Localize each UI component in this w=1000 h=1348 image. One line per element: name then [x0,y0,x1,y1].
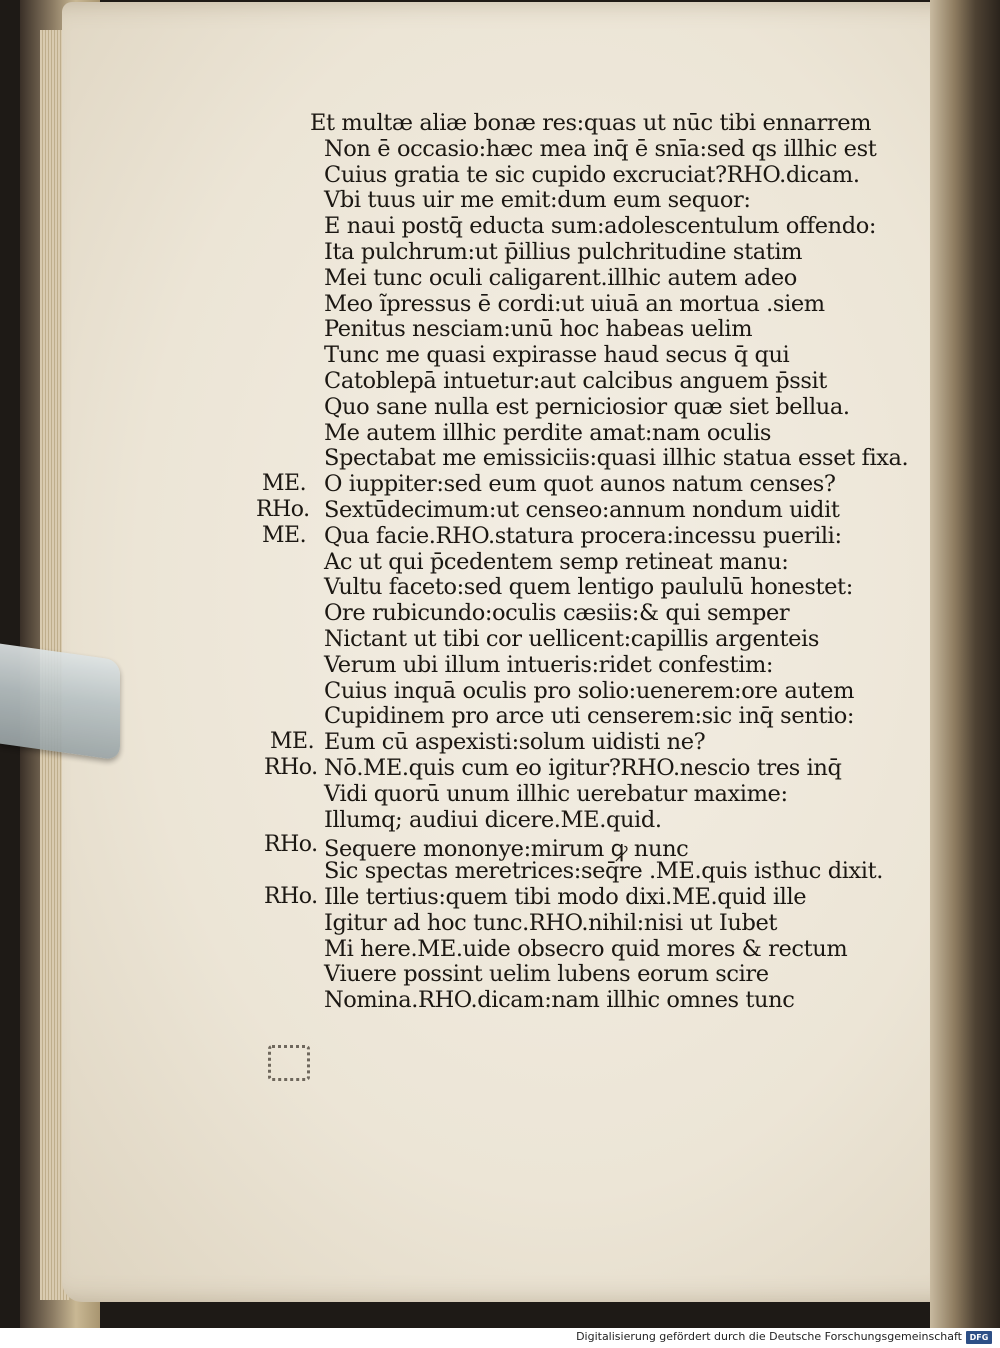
text-line: Verum ubi illum intueris:ridet confestim: [324,651,774,678]
text-line: Sequere mononye:mirum ꝙ nunc [324,836,689,863]
footer-credit: Digitalisierung gefördert durch die Deutsche Forschungsgemeinschaft [576,1330,962,1343]
text-line: Catoblepā intuetur:aut calcibus anguem p̄ssit [324,368,827,394]
text-line: Nomina.RHO.dicam:nam illhic omnes tunc [324,987,795,1014]
text-line: Ita pulchrum:ut p̄illius pulchritudine statim [324,239,803,265]
speaker-label: ME. [262,471,307,497]
text-line: Penitus nesciam:unū hoc habeas uelim [324,316,753,343]
text-line: Me autem illhic perdite amat:nam oculis [324,419,772,446]
text-line: Spectabat me emissiciis:quasi illhic statua esset fixa. [324,445,909,472]
signature-mark [268,1045,310,1081]
text-line: Illumq; audiui dicere.ME.quid. [324,806,662,833]
text-line: Nictant ut tibi cor uellicent:capillis argenteis [324,626,819,652]
page-clip [0,644,120,761]
speaker-label: ME. [270,729,315,755]
text-line: Viuere possint uelim lubens eorum scire [324,961,769,988]
text-line: Cuius gratia te sic cupido excruciat?RHO.dicam. [324,161,860,188]
text-line: O iuppiter:sed eum quot aunos natum censes? [324,471,836,498]
text-line: Cuius inquā oculis pro solio:uenerem:ore autem [324,677,855,704]
text-line: Meo ĩpressus ē cordi:ut uiuā an mortua .siem [324,290,825,317]
text-line: Vultu faceto:sed quem lentigo paululū honestet: [324,574,853,601]
text-line: Eum cū aspexisti:solum uidisti ne? [324,729,706,756]
text-line: Sic spectas meretrices:seq̄re .ME.quis isthuc dixit. [324,858,883,885]
text-line: Vidi quorū unum illhic uerebatur maxime: [324,780,788,807]
speaker-label: ME. [262,522,307,548]
text-line: Ore rubicundo:oculis cæsiis:& qui semper [324,600,790,627]
text-line: Tunc me quasi expirasse haud secus q̄ qui [324,342,790,369]
text-line: Sextūdecimum:ut censeo:annum nondum uidit [324,497,840,523]
footer-bar [0,1328,1000,1348]
text-line: Ac ut qui p̄cedentem semp retineat manu: [324,548,789,575]
text-line: E naui postq̄ educta sum:adolescentulum offendo: [324,213,877,240]
text-line: Mi here.ME.uide obsecro quid mores & rectum [324,935,848,962]
text-line: Vbi tuus uir me emit:dum eum sequor: [324,187,751,214]
text-line: Qua facie.RHO.statura procera:incessu puerili: [324,522,842,549]
speaker-label: RHo. [264,755,318,780]
text-line: Nō.ME.quis cum eo igitur?RHO.nescio tres inq̄ [324,755,842,781]
text-line: Igitur ad hoc tunc.RHO.nihil:nisi ut Iubet [324,909,778,936]
text-line: Quo sane nulla est perniciosior quæ siet bellua. [324,393,850,420]
speaker-label: RHo. [264,884,318,909]
speaker-label: RHo. [256,497,310,522]
dfg-logo: DFG [966,1331,992,1344]
text-line: Ille tertius:quem tibi modo dixi.ME.quid ille [324,884,807,910]
text-line: Non ē occasio:hæc mea inq̄ ē snīa:sed qs illhic est [324,135,877,162]
text-line: Mei tunc oculi caligarent.illhic autem adeo [324,264,797,291]
speaker-label: RHo. [264,832,318,858]
book-gutter [930,0,1000,1328]
text-line: Cupidinem pro arce uti censerem:sic inq̄ sentio: [324,703,855,730]
text-line: Et multæ aliæ bonæ res:quas ut nūc tibi ennarrem [310,110,872,136]
